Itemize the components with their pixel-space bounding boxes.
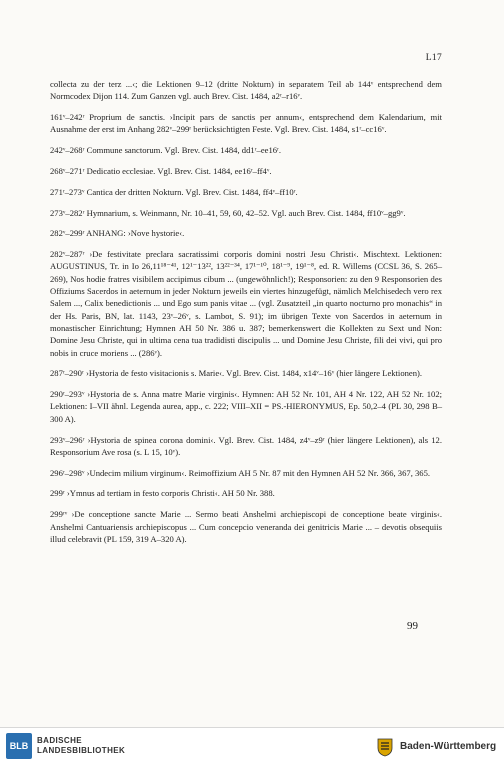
state-name[interactable]: Baden-Württemberg	[400, 741, 497, 752]
entry-text: 299ʳᵛ ›De conceptione sancte Marie ... Sermo beati Anshelmi archiepiscopi de conceptione beate virginis‹. Anshelmi Cantuariensis archiepiscopus ... Cum concepcio veneranda dei genitricis Marie ... – devotis obsequiis illud celebravit (PL 159, 319 A–320 A).	[50, 509, 442, 544]
signature-header: L17	[425, 53, 442, 63]
entry-text: 268ᵛ–271ʳ Dedicatio ecclesiae. Vgl. Brev. Cist. 1484, ee16ʳ–ff4ᵛ.	[50, 165, 272, 176]
entry-text: 161ᵛ–242ʳ Proprium de sanctis. ›Incipit pars de sanctis per annum‹, entsprechend dem Kalendarium, mit Ausnahme der erst im Anhang 282ᵛ–299ʳ berücksichtigten Feste. Vgl. Brev. Cist. 1484, s1ʳ–cc16ᵛ.	[50, 112, 442, 135]
blb-logo-icon[interactable]: BLB	[6, 733, 32, 759]
entry-text: 287ʳ–290ʳ ›Hystoria de festo visitacionis s. Marie‹. Vgl. Brev. Cist. 1484, x14ᵛ–16ᵛ (hier längere Lektionen).	[50, 368, 423, 379]
library-footer	[0, 727, 504, 766]
entry-text: 282ᵛ–287ʳ ›De festivitate preclara sacratissimi corporis domini nostri Jesu Christi‹. Mischtext. Lektionen: AUGUSTINUS, Tr. in Io 26,11¹⁸⁻⁴¹, 12¹⁻13²², 13²²⁻³⁴, 17¹⁻¹⁰, 18¹⁻⁹, 19¹⁻⁸, ed. R. Willems (CCSL 36, S. 265–269), Nos hodie fratres visibilem accipimus cibum ... (ungewöhnlich!); Responsorien: zu den 9 Responsorien des Offiziums Sacerdos in aeternum in jeder Nokturn jeweils ein viertes hinzugefügt, nämlich Melchisedech vero rex Salem ..., Calix benedictionis ... und Ego sum panis vitae ... (vgl. Zusatzteil „in quarto nocturno pro monachis“ in der Hs. Paris, BN, lat. 1143, 23ᵛ–26ᵛ, s. Lambot, S. 91); im übrigen Texte von Sacerdos in aeternum in monastischer Einrichtung; Hymnen AH 50 Nr. 386 u. 387; bemerkenswert die Kollekten zu Sext und Non: Domine Jesu Christe, qui in ultima cena tua tradidisti discipulis ... und Domine Jesu Christe, fili dei vivi, qui pro nobis in cruce moriens ... (286ᵛ).	[50, 249, 442, 358]
library-name-line1: BADISCHE	[37, 736, 82, 745]
entry-text: 273ᵛ–282ʳ Hymnarium, s. Weinmann, Nr. 10–41, 59, 60, 42–52. Vgl. auch Brev. Cist. 1484, ff10ᵛ–gg9ᵛ.	[50, 207, 406, 218]
catalog-entries	[50, 78, 442, 554]
page-number: 99	[407, 620, 418, 632]
entry-text: 242ᵛ–268ʳ Commune sanctorum. Vgl. Brev. Cist. 1484, dd1ʳ–ee16ʳ.	[50, 145, 282, 156]
entry-text: 293ᵛ–296ʳ ›Hystoria de spinea corona domini‹. Vgl. Brev. Cist. 1484, z4ᵛ–z9ʳ (hier längere Lektionen), als 12. Responsorium Ave rosa (s. L 15, 10ᵛ).	[50, 434, 442, 457]
entry-text: 282ᵛ–299ʳ ANHANG: ›Nove hystorie‹.	[50, 228, 185, 239]
entry-text: 290ʳ–293ᵛ ›Hystoria de s. Anna matre Marie virginis‹. Hymnen: AH 52 Nr. 101, AH 4 Nr. 122, AH 52 Nr. 102; Lektionen: I–VII ähnl. Legenda aurea, app., c. 222; VIII–XII = PS.-HIERONYMUS, Ep. 50,2–4 (PL 30, 298 B–300 A).	[50, 389, 442, 424]
library-name[interactable]	[37, 736, 125, 756]
entry-text: collecta zu der terz ...‹; die Lektionen 9–12 (dritte Nokturn) in separatem Teil ab 144ᵛ entsprechend dem Normcodex Dijon 114. Zum Ganzen vgl. auch Brev. Cist. 1484, a2ʳ–r16ᵛ.	[50, 79, 442, 102]
entry-text: 271ʳ–273ᵛ Cantica der dritten Nokturn. Vgl. Brev. Cist. 1484, ff4ᵛ–ff10ʳ.	[50, 186, 298, 197]
entry-text: 296ʳ–298ᵛ ›Undecim milium virginum‹. Reimoffizium AH 5 Nr. 87 mit den Hymnen AH 52 Nr. 366, 367, 365.	[50, 467, 431, 478]
library-name-line2: LANDESBIBLIOTHEK	[37, 746, 126, 755]
entry-text: 299ʳ ›Ymnus ad tertiam in festo corporis Christi‹. AH 50 Nr. 388.	[50, 488, 275, 499]
coat-of-arms-icon	[374, 737, 396, 757]
